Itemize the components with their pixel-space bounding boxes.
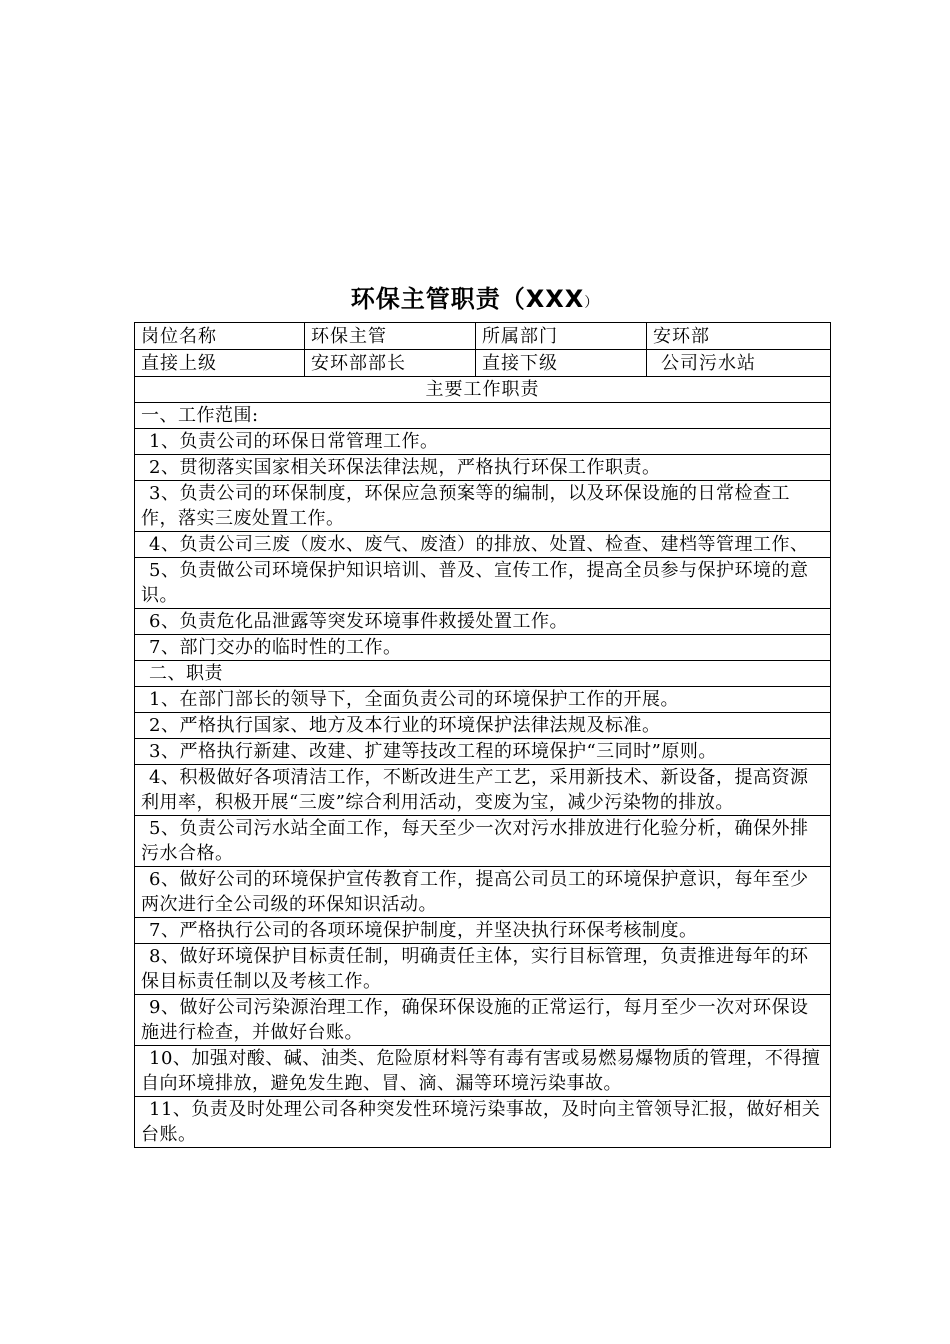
label-department: 所属部门 — [476, 323, 647, 350]
value-position: 环保主管 — [305, 323, 476, 350]
scope-item: 1、负责公司的环保日常管理工作。 — [135, 429, 831, 455]
scope-item: 2、贯彻落实国家相关环保法律法规，严格执行环保工作职责。 — [135, 455, 831, 481]
responsibility-item-row — [135, 944, 831, 995]
responsibility-item: 4、积极做好各项清洁工作，不断改进生产工艺，采用新技术、新设备，提高资源利用率，积极开展“三废”综合利用活动，变废为宝，减少污染物的排放。 — [135, 765, 831, 816]
responsibility-item-row — [135, 867, 831, 918]
scope-item: 3、负责公司的环保制度，环保应急预案等的编制，以及环保设施的日常检查工作，落实三废处置工作。 — [135, 481, 831, 532]
responsibility-item: 9、做好公司污染源治理工作，确保环保设施的正常运行，每月至少一次对环保设施进行检查，并做好台账。 — [135, 995, 831, 1046]
responsibility-item-row — [135, 816, 831, 867]
responsibility-item: 1、在部门部长的领导下，全面负责公司的环境保护工作的开展。 — [135, 687, 831, 713]
responsibility-item-row — [135, 918, 831, 944]
label-superior: 直接上级 — [135, 350, 305, 377]
document-title-text: 环保主管职责（XXX — [350, 285, 585, 313]
scope-item-row — [135, 609, 831, 635]
responsibility-item: 8、做好环境保护目标责任制，明确责任主体，实行目标管理，负责推进每年的环保目标责任制以及考核工作。 — [135, 944, 831, 995]
scope-item-row — [135, 558, 831, 609]
label-position: 岗位名称 — [135, 323, 305, 350]
responsibility-item: 5、负责公司污水站全面工作，每天至少一次对污水排放进行化验分析，确保外排污水合格。 — [135, 816, 831, 867]
document-title — [0, 282, 950, 320]
responsibility-item-row — [135, 1046, 831, 1097]
responsibilities-heading: 二、职责 — [135, 661, 831, 687]
value-department: 安环部 — [647, 323, 831, 350]
responsibility-item: 7、严格执行公司的各项环境保护制度，并坚决执行环保考核制度。 — [135, 918, 831, 944]
scope-item-row — [135, 635, 831, 661]
responsibility-item-row — [135, 995, 831, 1046]
value-superior: 安环部部长 — [305, 350, 476, 377]
responsibility-item-row — [135, 687, 831, 713]
scope-item-row — [135, 481, 831, 532]
duties-table — [134, 322, 831, 1148]
responsibility-item: 10、加强对酸、碱、油类、危险原材料等有毒有害或易燃易爆物质的管理，不得擅自向环境排放，避免发生跑、冒、滴、漏等环境污染事故。 — [135, 1046, 831, 1097]
scope-item: 5、负责做公司环境保护知识培训、普及、宣传工作，提高全员参与保护环境的意识。 — [135, 558, 831, 609]
scope-item-row — [135, 532, 831, 558]
scope-item-row — [135, 455, 831, 481]
info-row-1 — [135, 323, 831, 350]
responsibility-item: 11、负责及时处理公司各种突发性环境污染事故，及时向主管领导汇报，做好相关台账。 — [135, 1097, 831, 1148]
scope-heading-row — [135, 403, 831, 429]
responsibility-item-row — [135, 765, 831, 816]
duties-header-row — [135, 377, 831, 403]
duties-header: 主要工作职责 — [135, 377, 831, 403]
responsibility-item-row — [135, 739, 831, 765]
scope-item-row — [135, 429, 831, 455]
responsibilities-heading-row — [135, 661, 831, 687]
value-subordinate: 公司污水站 — [647, 350, 831, 377]
scope-item: 6、负责危化品泄露等突发环境事件救援处置工作。 — [135, 609, 831, 635]
scope-item: 4、负责公司三废（废水、废气、废渣）的排放、处置、检查、建档等管理工作、 — [135, 532, 831, 558]
responsibility-item: 6、做好公司的环境保护宣传教育工作，提高公司员工的环境保护意识，每年至少两次进行全公司级的环保知识活动。 — [135, 867, 831, 918]
label-subordinate: 直接下级 — [476, 350, 647, 377]
responsibility-item: 2、严格执行国家、地方及本行业的环境保护法律法规及标准。 — [135, 713, 831, 739]
document-title-close: ） — [584, 295, 600, 311]
responsibility-item-row — [135, 713, 831, 739]
scope-item: 7、部门交办的临时性的工作。 — [135, 635, 831, 661]
scope-heading: 一、工作范围: — [135, 403, 831, 429]
info-row-2 — [135, 350, 831, 377]
responsibility-item: 3、严格执行新建、改建、扩建等技改工程的环境保护“三同时”原则。 — [135, 739, 831, 765]
responsibility-item-row — [135, 1097, 831, 1148]
